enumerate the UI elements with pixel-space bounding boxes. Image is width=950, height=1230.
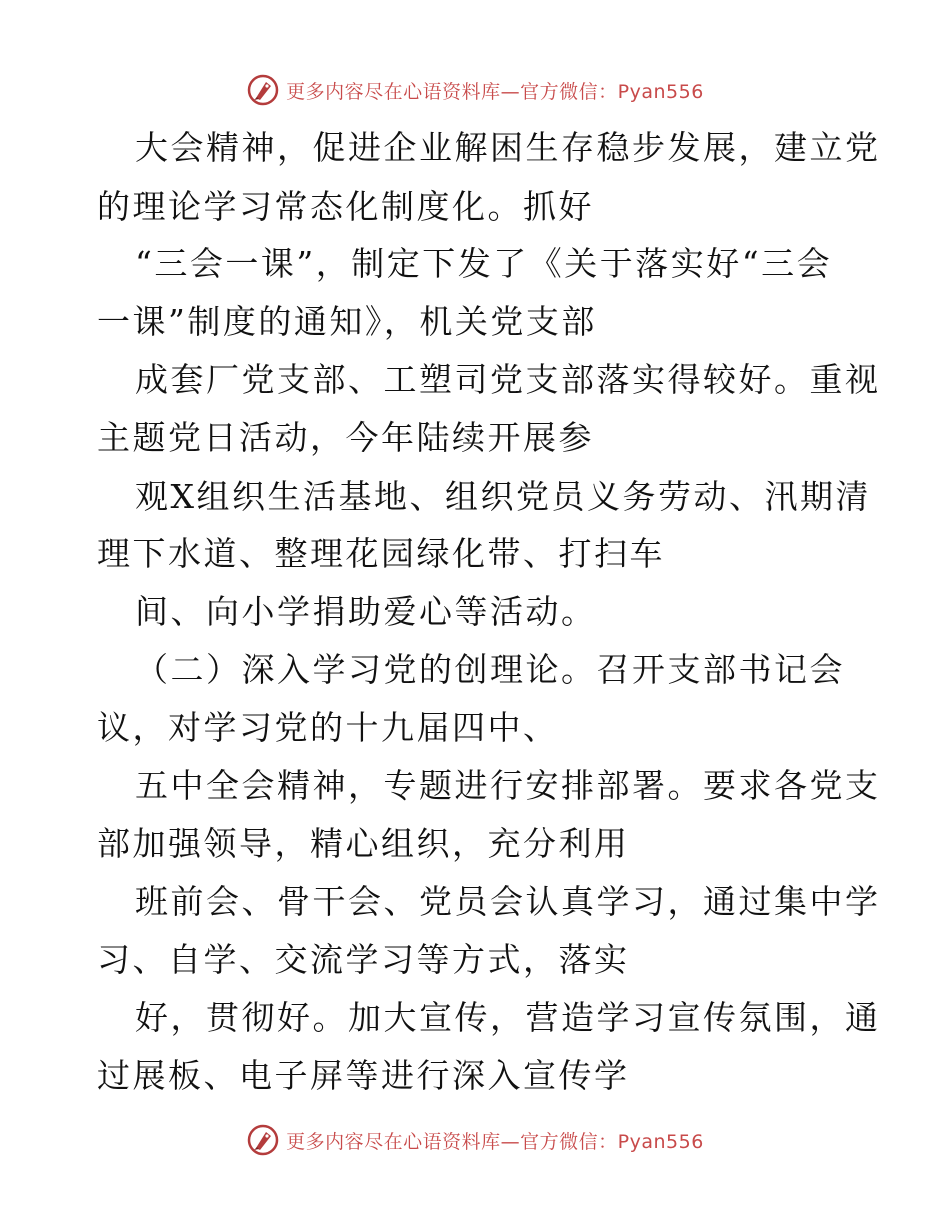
text-line: 主题党日活动，今年陆续开展参: [97, 418, 594, 457]
page-footer-watermark: [0, 1120, 950, 1160]
text-line: （二）深入学习党的创理论。召开支部书记会: [135, 650, 845, 689]
text-line: 的理论学习常态化制度化。抓好: [97, 187, 594, 226]
text-line: 班前会、骨干会、党员会认真学习，通过集中学: [135, 882, 881, 921]
text-line: “三会一课”，制定下发了《关于落实好“三会: [135, 244, 833, 283]
text-line: 理下水道、整理花园绿化带、打扫车: [97, 534, 665, 573]
text-line: 大会精神，促进企业解困生存稳步发展，建立党: [135, 128, 881, 167]
text-line: 五中全会精神，专题进行安排部署。要求各党支: [135, 766, 881, 805]
text-line: 议，对学习党的十九届四中、: [97, 708, 559, 747]
text-line: 间、向小学捐助爱心等活动。: [135, 592, 597, 631]
pen-nib-logo-icon: [246, 73, 280, 107]
text-line: 一课”制度的通知》，机关党支部: [97, 302, 597, 341]
text-line: 部加强领导，精心组织，充分利用: [97, 824, 630, 863]
watermark-text: 更多内容尽在心语资料库—官方微信：Pyan556: [286, 1130, 704, 1153]
watermark-text: 更多内容尽在心语资料库—官方微信：Pyan556: [286, 80, 704, 103]
text-line: 观X组织生活基地、组织党员义务劳动、汛期清: [135, 477, 871, 516]
text-line: 习、自学、交流学习等方式，落实: [97, 940, 630, 979]
text-line: 过展板、电子屏等进行深入宣传学: [97, 1056, 630, 1095]
text-line: 好，贯彻好。加大宣传，营造学习宣传氛围，通: [135, 998, 881, 1037]
page-header-watermark: [0, 70, 950, 110]
pen-nib-logo-icon: [246, 1123, 280, 1157]
text-line: 成套厂党支部、工塑司党支部落实得较好。重视: [135, 360, 881, 399]
